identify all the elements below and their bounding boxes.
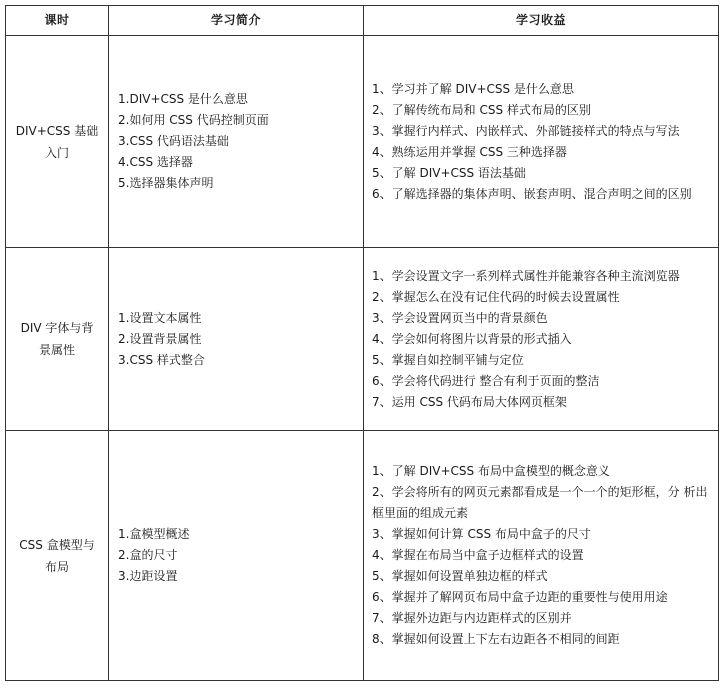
lesson-title-line: 景属性 <box>38 343 75 357</box>
summary-item: 2.如何用 CSS 代码控制页面 <box>118 113 269 127</box>
gains-cell <box>364 36 719 248</box>
gains-item: 2、掌握怎么在没有记住代码的时候去设置属性 <box>372 289 620 304</box>
summary-item: 2.盒的尺寸 <box>118 548 178 562</box>
lesson-title-line: DIV+CSS 基础 <box>15 123 99 138</box>
lesson-cell <box>6 431 109 681</box>
gains-cell <box>364 248 719 431</box>
gains-item: 1、了解 DIV+CSS 布局中盒模型的概念意义 <box>372 464 610 478</box>
summary-item: 5.选择器集体声明 <box>118 176 214 190</box>
gains-item: 2、了解传统布局和 CSS 样式布局的区别 <box>372 102 591 117</box>
gains-item: 4、掌握在布局当中盒子边框样式的设置 <box>372 548 584 562</box>
summary-item: 3.CSS 样式整合 <box>118 352 205 367</box>
summary-item: 1.DIV+CSS 是什么意思 <box>118 92 248 106</box>
gains-item: 4、学会如何将图片以背景的形式插入 <box>372 331 572 346</box>
gains-item: 7、掌握外边距与内边距样式的区别并 <box>372 611 572 625</box>
table-row <box>6 36 719 248</box>
lesson-title-line: DIV 字体与背 <box>20 321 94 335</box>
gains-item: 6、学会将代码进行 整合有利于页面的整洁 <box>372 373 600 388</box>
summary-cell <box>109 431 364 681</box>
header-gains: 学习收益 <box>364 6 719 36</box>
table-row <box>6 431 719 681</box>
gains-item: 3、掌握如何计算 CSS 布局中盒子的尺寸 <box>372 527 591 541</box>
gains-item: 1、学会设置文字一系列样式属性并能兼容各种主流浏览器 <box>372 268 680 283</box>
lesson-title-line: 布局 <box>44 559 69 574</box>
summary-item: 1.设置文本属性 <box>118 310 202 325</box>
gains-cell <box>364 431 719 681</box>
gains-item: 5、了解 DIV+CSS 语法基础 <box>372 165 526 180</box>
lesson-title-line: 入门 <box>44 145 69 160</box>
summary-item: 3.边距设置 <box>118 569 178 583</box>
header-lesson: 课时 <box>6 6 109 36</box>
gains-item: 8、掌握如何设置上下左右边距各不相同的间距 <box>372 632 620 646</box>
summary-item: 1.盒模型概述 <box>118 527 190 541</box>
course-table <box>5 5 719 681</box>
gains-item: 6、掌握并了解网页布局中盒子边距的重要性与使用用途 <box>372 590 668 604</box>
header-row <box>6 6 719 36</box>
gains-item: 4、熟练运用并掌握 CSS 三种选择器 <box>372 144 567 159</box>
gains-item: 5、掌握如何设置单独边框的样式 <box>372 569 548 583</box>
summary-item: 4.CSS 选择器 <box>118 155 193 169</box>
gains-item: 7、运用 CSS 代码布局大体网页框架 <box>372 394 567 409</box>
lesson-cell <box>6 248 109 431</box>
gains-item: 3、掌握行内样式、内嵌样式、外部链接样式的特点与写法 <box>372 123 680 138</box>
gains-item: 3、学会设置网页当中的背景颜色 <box>372 310 548 325</box>
gains-item: 6、了解选择器的集体声明、嵌套声明、混合声明之间的区别 <box>372 186 692 201</box>
lesson-title-line: CSS 盒模型与 <box>19 537 95 552</box>
header-summary: 学习简介 <box>109 6 364 36</box>
table-row <box>6 248 719 431</box>
gains-item: 1、学习并了解 DIV+CSS 是什么意思 <box>372 81 574 96</box>
summary-item: 2.设置背景属性 <box>118 331 202 346</box>
summary-cell <box>109 36 364 248</box>
summary-item: 3.CSS 代码语法基础 <box>118 134 229 148</box>
gains-item: 5、掌握自如控制平铺与定位 <box>372 352 524 367</box>
gains-item: 2、学会将所有的网页元素都看成是一个一个的矩形框，分 析出框里面的组成元素 <box>372 485 708 520</box>
lesson-cell <box>6 36 109 248</box>
summary-cell <box>109 248 364 431</box>
